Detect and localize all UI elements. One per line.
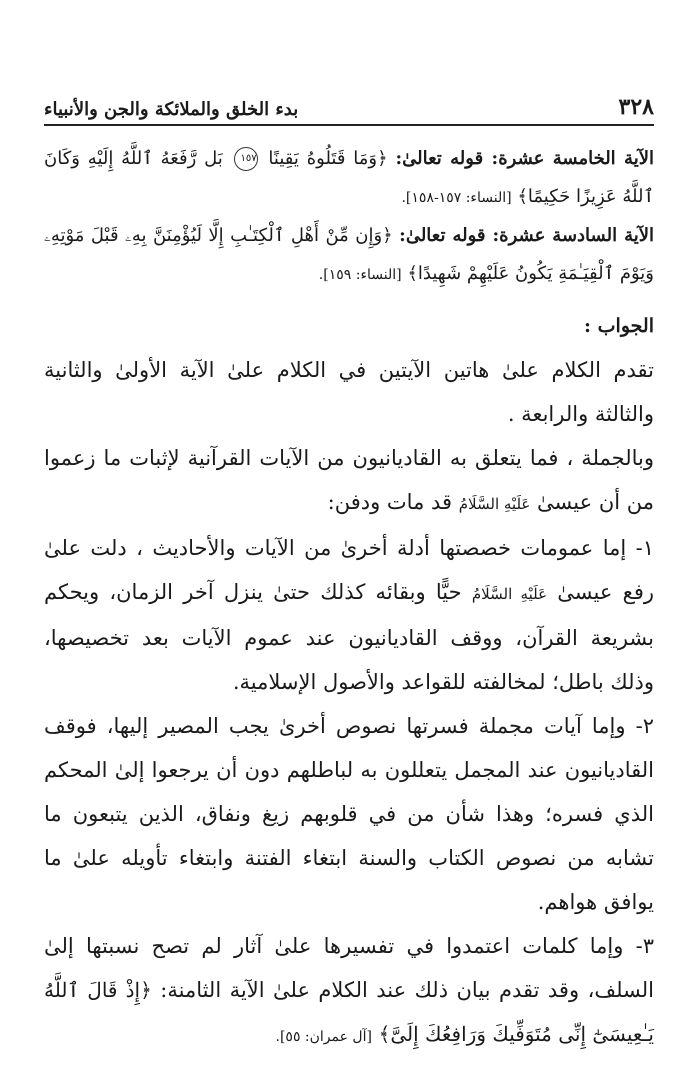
point-1-text-a: ١- إما عمومات خصصتها أدلة أخرىٰ من الآيات والأحاديث ، دلت علىٰ رفع عيسىٰ: [44, 536, 654, 604]
honorific-glyph: عَلَيْهِ السَّلَامُ: [471, 585, 548, 603]
answer-paragraph-1: تقدم الكلام علىٰ هاتين الآيتين في الكلام علىٰ الآية الأولىٰ والثانية والثالثة والرابعة .: [44, 358, 654, 426]
verse-16-block: [44, 217, 654, 294]
verse-15-label: الآية الخامسة عشرة: قوله تعالىٰ:: [395, 148, 654, 169]
page-number: ٣٢٨: [618, 94, 654, 120]
running-title: بدء الخلق والملائكة والجن والأنبياء: [44, 99, 299, 120]
verse-15-reference: [النساء: ١٥٧-١٥٨].: [401, 190, 512, 206]
point-3-text: ٣- وإما كلمات اعتمدوا في تفسيرها علىٰ آثار لم تصح نسبتها إلىٰ السلف، وقد تقدم بيان ذلك عند الكلام علىٰ الآية الثامنة:: [44, 934, 654, 1002]
verse-16-reference: [النساء: ١٥٩].: [318, 267, 402, 283]
paragraph-2-text-a: وبالجملة ، فما يتعلق به القاديانيون من الآيات القرآنية لإثبات ما زعموا من أن عيسىٰ: [44, 446, 654, 514]
page-header: [44, 86, 654, 120]
paragraph-2-text-b: قد مات ودفن:: [327, 490, 453, 514]
header-rule: [44, 124, 654, 126]
page-body: [44, 140, 654, 1059]
answer-heading: الجواب :: [584, 315, 654, 337]
point-1-text-b: حيًّا وبقائه كذلك حتىٰ ينزل آخر الزمان، ويحكم بشريعة القرآن، ووقف القاديانيون عند عموم الآيات بعد تخصيصها، وذلك باطل؛ لمخالفته للقواعد والأصول الإسلامية.: [44, 580, 654, 694]
verse-16-text: ﴿وَإِن مِّنْ أَهْلِ ٱلْكِتَـٰبِ إِلَّا لَيُؤْمِنَنَّ بِهِۦ قَبْلَ مَوْتِهِۦ وَيَوْمَ ٱلْقِيَـٰمَةِ يَكُونُ عَلَيْهِمْ شَهِيدًا﴾: [44, 225, 654, 284]
point-3-reference: [آل عمران: ٥٥].: [275, 1029, 372, 1045]
answer-point-2: ٢- وإما آيات مجملة فسرتها نصوص أخرىٰ يجب المصير إليها، فوقف القاديانيون عند المجمل يتعللون به لباطلهم دون أن يرجعوا إلىٰ المحكم الذي فسره؛ وهذا شأن من في قلوبهم زيغ ونفاق، الذين يتبعون ما تشابه من نصوص الكتاب والسنة ابتغاء الفتنة وابتغاء تأويله علىٰ ما يوافق هواهم.: [44, 714, 654, 914]
verse-15-text-b: بَل رَّفَعَهُ ٱللَّهُ إِلَيْهِ وَكَانَ ٱللَّهُ عَزِيزًا حَكِيمًا﴾: [44, 148, 654, 207]
ayah-number-marker: ١٥٧: [234, 147, 258, 171]
verse-15-block: [44, 140, 654, 217]
answer-paragraph-2: [44, 436, 654, 526]
point-3-quran: ﴿إِذْ قَالَ ٱللَّهُ يَـٰعِيسَىٰٓ إِنِّى مُتَوَفِّيكَ وَرَافِعُكَ إِلَىَّ﴾: [44, 978, 654, 1046]
answer-point-3: [44, 924, 654, 1059]
answer-point-1: [44, 526, 654, 704]
verse-16-label: الآية السادسة عشرة: قوله تعالىٰ:: [399, 225, 654, 246]
honorific-glyph: عَلَيْهِ السَّلَامُ: [458, 495, 531, 513]
verse-15-text-a: ﴿وَمَا قَتَلُوهُ يَقِينًا: [268, 148, 388, 169]
